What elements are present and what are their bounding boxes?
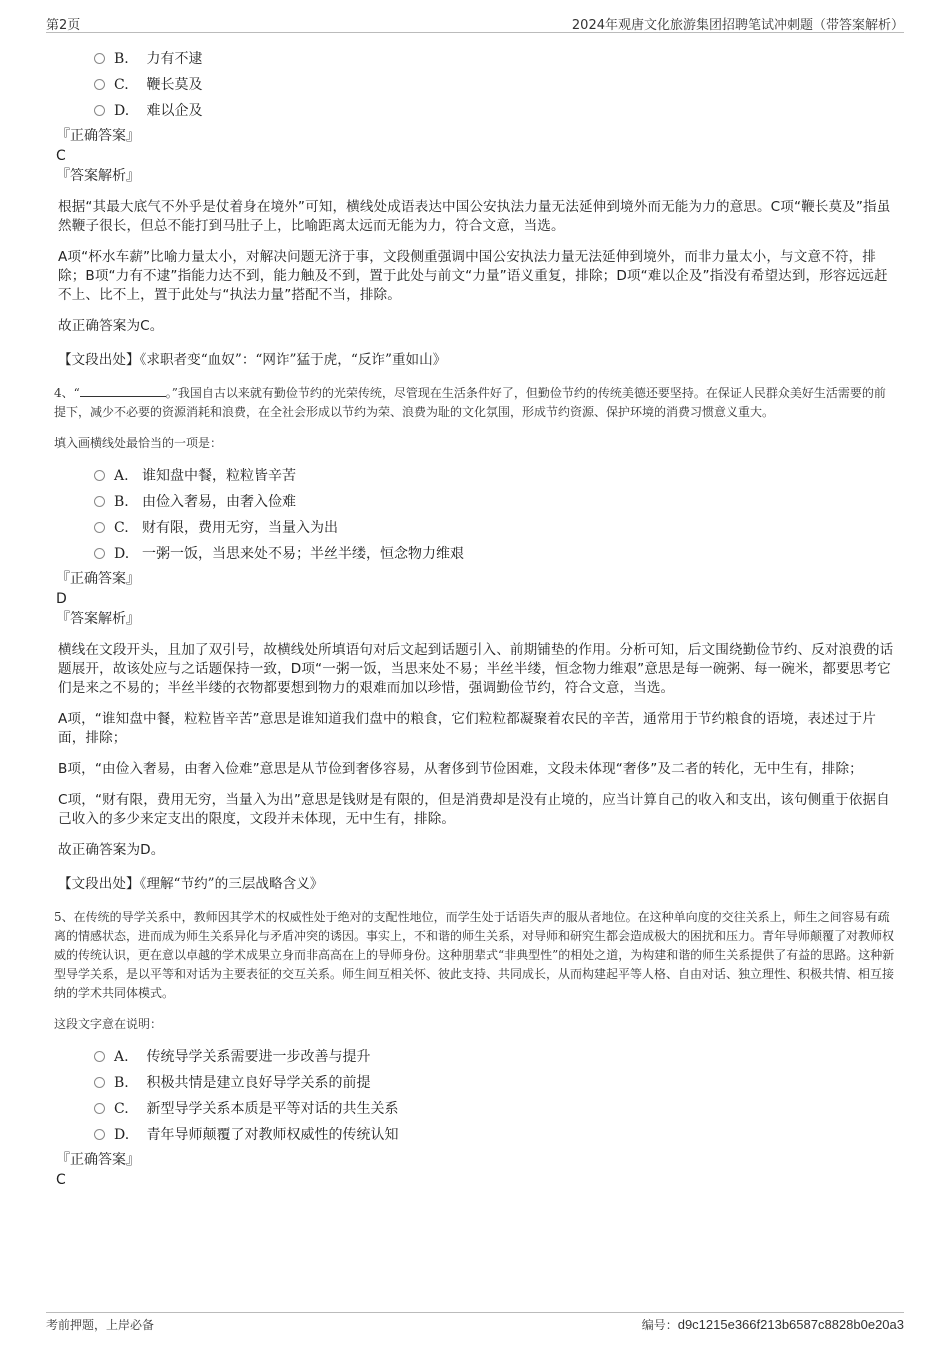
q3-option-b[interactable]: B. 力有不逮 — [94, 46, 896, 72]
q3-analysis-2: A项“杯水车薪”比喻力量太小，对解决问题无济于事，文段侧重强调中国公安执法力量无法延伸到境外，而非力量太小，与文意不符，排除；B项“力有不逮”指能力达不到，能力触及不到，置于此处与前文“力量”语义重复，排除；D项“难以企及”指没有希望达到，形容远远赶不上、比不上，置于此处与“执法力量”搭配不当，排除。 — [58, 249, 888, 303]
q4-option-c[interactable]: C. 财有限，费用无穷，当量入为出 — [94, 515, 896, 541]
q4-source: 【文段出处】《理解“节约”的三层战略含义》 — [58, 876, 324, 892]
q5-options — [56, 1044, 896, 1148]
q4-analysis-3: B项，“由俭入奢易，由奢入俭难”意思是从节俭到奢侈容易，从奢侈到节俭困难，文段未体现“奢侈”及二者的转化，无中生有，排除； — [58, 761, 863, 777]
radio-icon[interactable] — [94, 1103, 105, 1114]
q3-options — [56, 46, 896, 124]
q5-answer: C — [56, 1172, 66, 1188]
q4-option-d[interactable]: D. 一粥一饭，当思来处不易；半丝半缕，恒念物力维艰 — [94, 541, 896, 567]
page-content — [56, 46, 896, 1190]
q3-answer: C — [56, 148, 66, 164]
document-code: 编号：d9c1215e366f213b6587c8828b0e20a3 — [641, 1317, 904, 1332]
q5-prompt: 这段文字意在说明： — [54, 1017, 163, 1031]
q5-option-b[interactable]: B. 积极共情是建立良好导学关系的前提 — [94, 1070, 896, 1096]
q5-option-d[interactable]: D. 青年导师颠覆了对教师权威性的传统认知 — [94, 1122, 896, 1148]
correct-answer-label: 『正确答案』 — [56, 571, 140, 587]
q4-option-b[interactable]: B. 由俭入奢易，由奢入俭难 — [94, 489, 896, 515]
q4-option-a[interactable]: A. 谁知盘中餐，粒粒皆辛苦 — [94, 463, 896, 489]
q4-analysis-5: 故正确答案为D。 — [58, 842, 165, 858]
q5-option-c[interactable]: C. 新型导学关系本质是平等对话的共生关系 — [94, 1096, 896, 1122]
q3-analysis-3: 故正确答案为C。 — [58, 318, 164, 334]
radio-icon[interactable] — [94, 79, 105, 90]
radio-icon[interactable] — [94, 548, 105, 559]
q4-analysis-2: A项，“谁知盘中餐，粒粒皆辛苦”意思是谁知道我们盘中的粮食，它们粒粒都凝聚着农民的辛苦，通常用于节约粮食的语境，表述过于片面，排除； — [58, 711, 876, 746]
page-header — [46, 12, 904, 33]
radio-icon[interactable] — [94, 1129, 105, 1140]
radio-icon[interactable] — [94, 53, 105, 64]
radio-icon[interactable] — [94, 522, 105, 533]
radio-icon[interactable] — [94, 470, 105, 481]
page-footer — [46, 1312, 904, 1333]
radio-icon[interactable] — [94, 105, 105, 116]
fill-blank — [80, 384, 166, 397]
q3-option-d[interactable]: D. 难以企及 — [94, 98, 896, 124]
q4-answer: D — [56, 591, 67, 607]
footer-slogan: 考前押题，上岸必备 — [46, 1318, 155, 1332]
correct-answer-label: 『正确答案』 — [56, 128, 140, 144]
q5-option-a[interactable]: A. 传统导学关系需要进一步改善与提升 — [94, 1044, 896, 1070]
q3-source: 【文段出处】《求职者变“血奴”：“网诈”猛于虎，“反诈”重如山》 — [58, 352, 447, 368]
q4-stem: 4、“ 。”我国自古以来就有勤俭节约的光荣传统，尽管现在生活条件好了，但勤俭节约的传统美德还要坚持。在保证人民群众美好生活需要的前提下，减少不必要的资源消耗和浪费，在全社会形成以节约为荣、浪费为耻的文化氛围，形成节约资源、保护环境的消费习惯意义重大。 — [54, 386, 886, 419]
q3-option-c[interactable]: C. 鞭长莫及 — [94, 72, 896, 98]
correct-answer-label: 『正确答案』 — [56, 1152, 140, 1168]
analysis-label: 『答案解析』 — [56, 168, 140, 184]
radio-icon[interactable] — [94, 496, 105, 507]
page-number: 第2页 — [46, 18, 81, 33]
q4-prompt: 填入画横线处最恰当的一项是： — [54, 436, 223, 450]
analysis-label: 『答案解析』 — [56, 611, 140, 627]
radio-icon[interactable] — [94, 1051, 105, 1062]
q4-analysis-4: C项，“财有限，费用无穷，当量入为出”意思是钱财是有限的，但是消费却是没有止境的，应当计算自己的收入和支出，该句侧重于依据自己收入的多少来定支出的限度，文段并未体现，无中生有，排除。 — [58, 792, 890, 827]
q4-analysis-1: 横线在文段开头，且加了双引号，故横线处所填语句对后文起到话题引入、前期铺垫的作用。分析可知，后文围绕勤俭节约、反对浪费的话题展开，故该处应与之话题保持一致，D项“一粥一饭，当思来处不易；半丝半缕，恒念物力维艰”意思是每一碗粥、每一碗米，都要思考它们是来之不易的；半丝半缕的衣物都要想到物力的艰难而加以珍惜，强调勤俭节约，符合文意，当选。 — [58, 642, 894, 696]
q4-options — [56, 463, 896, 567]
radio-icon[interactable] — [94, 1077, 105, 1088]
q5-stem: 5、在传统的导学关系中，教师因其学术的权威性处于绝对的支配性地位，而学生处于话语失声的服从者地位。在这种单向度的交往关系上，师生之间容易有疏离的情感状态，进而成为师生关系异化与矛盾冲突的诱因。事实上，不和谐的师生关系，对导师和研究生都会造成极大的困扰和压力。青年导师颠覆了对教师权威的传统认识，更在意以卓越的学术成果立身而非高高在上的导师身份。这种朋辈式“非典型性”的相处之道，为构建和谐的师生关系提供了有益的思路。这种新型导学关系，是以平等和对话为主要表征的交互关系。师生间互相关怀、彼此支持、共同成长，从而构建起平等人格、自由对话、独立理性、积极共情、相互接纳的学术共同体模式。 — [54, 910, 895, 1000]
document-title: 2024年观唐文化旅游集团招聘笔试冲刺题（带答案解析） — [571, 18, 904, 33]
q3-analysis-1: 根据“其最大底气不外乎是仗着身在境外”可知，横线处成语表达中国公安执法力量无法延伸到境外而无能为力的意思。C项“鞭长莫及”指虽然鞭子很长，但总不能打到马肚子上，比喻距离太远而无能为力，符合文意，当选。 — [58, 199, 891, 234]
